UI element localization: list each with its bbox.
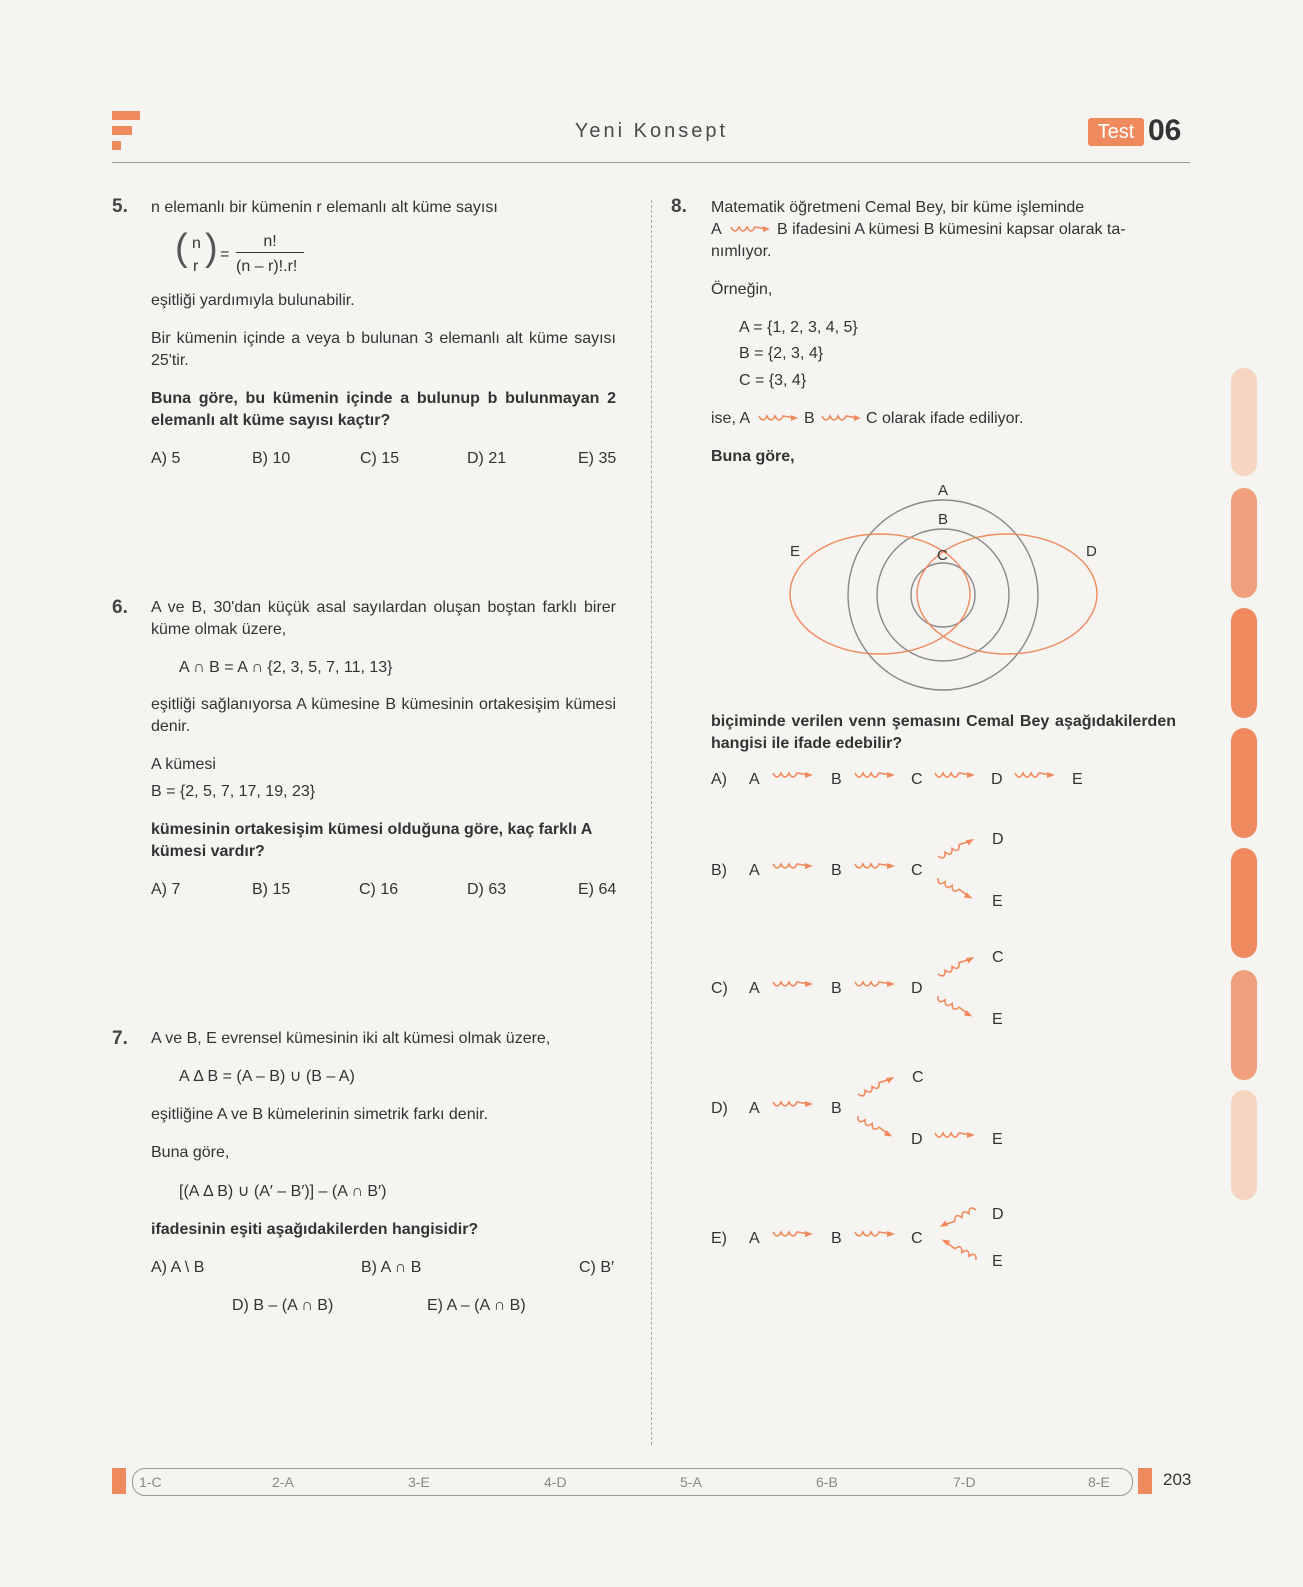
svg-text:E): E) bbox=[711, 1230, 727, 1247]
option-d-diagram[interactable] bbox=[711, 1069, 1003, 1148]
side-tab[interactable] bbox=[1231, 1090, 1257, 1200]
svg-text:C: C bbox=[911, 862, 923, 879]
option-c[interactable]: C) 16 bbox=[359, 881, 399, 898]
squiggle-arrow-icon bbox=[757, 410, 801, 426]
svg-text:B: B bbox=[831, 1100, 842, 1117]
svg-text:A: A bbox=[749, 1100, 760, 1117]
set-c-circle bbox=[911, 563, 975, 627]
answer-7: 7-D bbox=[953, 1474, 976, 1490]
option-d[interactable]: D) B – (A ∩ B) bbox=[232, 1297, 334, 1314]
svg-text:C: C bbox=[992, 949, 1004, 966]
svg-text:B: B bbox=[831, 1230, 842, 1247]
option-d[interactable]: D) 21 bbox=[467, 450, 507, 467]
q8-options bbox=[700, 760, 1140, 1300]
svg-text:A: A bbox=[749, 862, 760, 879]
svg-text:D: D bbox=[991, 771, 1003, 788]
formula-equals: = bbox=[220, 246, 230, 263]
answer-8: 8-E bbox=[1088, 1474, 1110, 1490]
option-a[interactable]: A) A \ B bbox=[151, 1259, 205, 1276]
question-intro-line1: Matematik öğretmeni Cemal Bey, bir küme işleminde bbox=[711, 199, 1085, 216]
formula: A Δ B = (A – B) ∪ (B – A) bbox=[179, 1068, 355, 1085]
intro-line3: nımlıyor. bbox=[711, 243, 772, 260]
option-c[interactable]: C) 15 bbox=[360, 450, 400, 467]
side-tab[interactable] bbox=[1231, 970, 1257, 1080]
answer-4: 4-D bbox=[544, 1474, 567, 1490]
svg-text:A: A bbox=[749, 771, 760, 788]
option-e[interactable]: E) A – (A ∩ B) bbox=[427, 1297, 526, 1314]
ise-suffix: C olarak ifade ediliyor. bbox=[866, 410, 1024, 427]
svg-text:E: E bbox=[992, 1131, 1003, 1148]
set-a: A = {1, 2, 3, 4, 5} bbox=[739, 319, 858, 336]
header-divider bbox=[112, 162, 1190, 163]
option-c-diagram[interactable] bbox=[711, 949, 1004, 1028]
venn-label-b: B bbox=[938, 511, 949, 528]
intro-a: A bbox=[711, 221, 722, 238]
formula: A ∩ B = A ∩ {2, 3, 5, 7, 11, 13} bbox=[179, 659, 393, 676]
formula-numerator: n! bbox=[236, 232, 304, 253]
answer-3: 3-E bbox=[408, 1474, 430, 1490]
after-formula: eşitliği sağlanıyorsa A kümesine B kümesinin ortakesişim kümesi denir. bbox=[151, 696, 616, 735]
option-e[interactable]: E) 35 bbox=[578, 450, 617, 467]
question-intro: n elemanlı bir kümenin r elemanlı alt küme sayısı bbox=[151, 199, 498, 216]
svg-text:D: D bbox=[911, 980, 923, 997]
side-tab[interactable] bbox=[1231, 488, 1257, 598]
svg-text:A: A bbox=[749, 980, 760, 997]
option-a[interactable]: A) 7 bbox=[151, 881, 181, 898]
question-number: 6. bbox=[112, 597, 128, 618]
option-e-diagram[interactable] bbox=[711, 1206, 1004, 1270]
svg-text:B: B bbox=[831, 980, 842, 997]
svg-text:E: E bbox=[992, 1011, 1003, 1028]
column-divider bbox=[651, 200, 652, 1445]
venn-diagram bbox=[780, 478, 1110, 698]
footer-marker-right bbox=[1138, 1468, 1152, 1494]
svg-text:C: C bbox=[912, 1069, 924, 1086]
formula-n: n bbox=[192, 235, 201, 252]
squiggle-arrow-icon bbox=[820, 410, 864, 426]
formula-denominator: (n – r)!.r! bbox=[236, 258, 298, 275]
svg-text:D): D) bbox=[711, 1100, 728, 1117]
option-b[interactable]: B) 15 bbox=[252, 881, 291, 898]
option-a-diagram[interactable] bbox=[711, 771, 1083, 788]
svg-text:E: E bbox=[992, 1253, 1003, 1270]
option-a[interactable]: A) 5 bbox=[151, 450, 181, 467]
svg-text:B: B bbox=[831, 862, 842, 879]
question-prompt: ifadesinin eşiti aşağıdakilerden hangisidir? bbox=[151, 1221, 479, 1238]
svg-text:C: C bbox=[911, 771, 923, 788]
question-number: 8. bbox=[671, 196, 687, 217]
question-prompt: Buna göre, bu kümenin içinde a bulunup b bulunmayan 2 elemanlı alt küme sayısı kaçtır? bbox=[151, 390, 616, 429]
side-tab[interactable] bbox=[1231, 608, 1257, 718]
svg-text:C: C bbox=[911, 1230, 923, 1247]
option-b[interactable]: B) 10 bbox=[252, 450, 291, 467]
answer-1: 1-C bbox=[139, 1474, 162, 1490]
venn-label-c: C bbox=[937, 547, 948, 564]
question-prompt: biçiminde verilen venn şemasını Cemal Bey aşağıdakilerden hangisi ile ifade edebilir? bbox=[711, 713, 1176, 752]
svg-text:A: A bbox=[749, 1230, 760, 1247]
after-formula: eşitliği yardımıyla bulunabilir. bbox=[151, 292, 355, 309]
answer-2: 2-A bbox=[272, 1474, 294, 1490]
formula-r: r bbox=[193, 258, 199, 275]
option-b-diagram[interactable] bbox=[711, 831, 1004, 910]
question-number: 7. bbox=[112, 1028, 128, 1049]
line-a-set: A kümesi bbox=[151, 756, 216, 773]
question-number: 5. bbox=[112, 196, 128, 217]
question-prompt: kümesinin ortakesişim kümesi olduğuna göre, kaç farklı A kümesi vardır? bbox=[151, 821, 592, 860]
question-intro: A ve B, 30'dan küçük asal sayılardan oluşan boştan farklı birer küme olmak üzere, bbox=[151, 599, 616, 638]
svg-text:D: D bbox=[992, 1206, 1004, 1223]
venn-label-a: A bbox=[938, 482, 949, 499]
side-tab[interactable] bbox=[1231, 728, 1257, 838]
expression: [(A Δ B) ∪ (A′ – B′)] – (A ∩ B′) bbox=[179, 1183, 387, 1200]
svg-text:E: E bbox=[1072, 771, 1083, 788]
option-d[interactable]: D) 63 bbox=[467, 881, 507, 898]
svg-text:B): B) bbox=[711, 862, 727, 879]
test-number: 06 bbox=[1148, 114, 1182, 147]
ise-prefix: ise, A bbox=[711, 410, 751, 427]
header-title: Yeni Konsept bbox=[574, 120, 729, 142]
set-b: B = {2, 3, 4} bbox=[739, 345, 824, 362]
page-number: 203 bbox=[1163, 1470, 1192, 1489]
option-b[interactable]: B) A ∩ B bbox=[361, 1259, 422, 1276]
after-formula: eşitliğine A ve B kümelerinin simetrik farkı denir. bbox=[151, 1106, 489, 1123]
ise-b: B bbox=[804, 410, 815, 427]
line-b-set: B = {2, 5, 7, 17, 19, 23} bbox=[151, 783, 316, 800]
venn-label-e: E bbox=[790, 543, 801, 560]
answer-6: 6-B bbox=[816, 1474, 838, 1490]
option-e[interactable]: E) 64 bbox=[578, 881, 617, 898]
footer-marker-left bbox=[112, 1468, 126, 1494]
side-tab[interactable] bbox=[1231, 848, 1257, 958]
svg-text:D: D bbox=[911, 1131, 923, 1148]
side-tab[interactable] bbox=[1231, 368, 1257, 476]
svg-text:C): C) bbox=[711, 980, 728, 997]
set-c: C = {3, 4} bbox=[739, 372, 807, 389]
intro-rest: B ifadesini A kümesi B kümesini kapsar olarak ta- bbox=[777, 221, 1126, 238]
lead-text: Buna göre, bbox=[151, 1144, 230, 1161]
example-label: Örneğin, bbox=[711, 281, 773, 298]
svg-text:A): A) bbox=[711, 771, 727, 788]
svg-text:E: E bbox=[992, 893, 1003, 910]
squiggle-arrow-icon bbox=[729, 221, 773, 237]
svg-text:D: D bbox=[992, 831, 1004, 848]
question-text: Bir kümenin içinde a veya b bulunan 3 elemanlı alt küme sayısı 25'tir. bbox=[151, 330, 616, 369]
answer-5: 5-A bbox=[680, 1474, 702, 1490]
venn-label-d: D bbox=[1086, 543, 1097, 560]
question-intro: A ve B, E evrensel kümesinin iki alt kümesi olmak üzere, bbox=[151, 1030, 551, 1047]
option-c[interactable]: C) B′ bbox=[579, 1259, 614, 1276]
test-badge: Test bbox=[1088, 118, 1144, 146]
lead-text: Buna göre, bbox=[711, 448, 795, 465]
svg-text:B: B bbox=[831, 771, 842, 788]
